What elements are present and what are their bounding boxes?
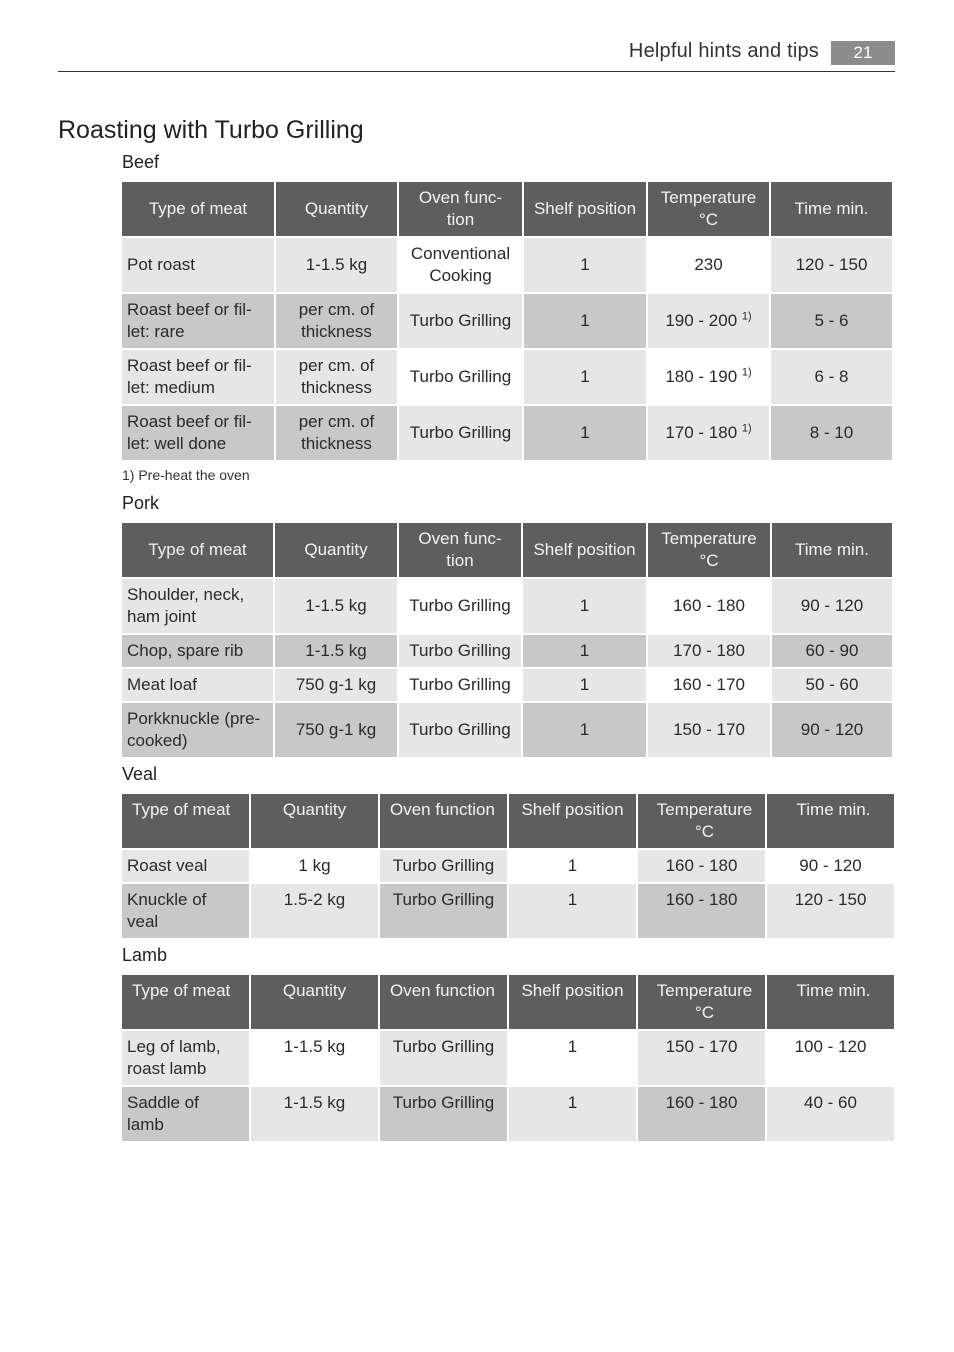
cell-function: Conventional Cooking (399, 238, 522, 292)
col-quantity: Quantity (276, 182, 397, 236)
lamb-table (120, 973, 896, 1143)
beef-label: Beef (122, 152, 160, 172)
cell-time: 100 - 120 (767, 1031, 894, 1085)
cell-quantity: 1-1.5 kg (276, 238, 397, 292)
cell-quantity: 1 kg (251, 850, 378, 882)
table-row (122, 850, 894, 882)
cell-temperature: 160 - 180 (638, 1087, 765, 1141)
col-time: Time min. (767, 975, 894, 1029)
col-oven-function: Oven function (380, 794, 507, 848)
pork-table (120, 521, 894, 759)
cell-meat: Roast beef or fil- let: medium (122, 350, 274, 404)
cell-shelf: 1 (523, 635, 646, 667)
cell-meat: Pot roast (122, 238, 274, 292)
col-time: Time min. (772, 523, 892, 577)
footnote-marker: 1) (741, 310, 752, 323)
cell-temperature: 160 - 170 (648, 669, 770, 701)
table-row (122, 238, 892, 292)
cell-shelf: 1 (523, 703, 646, 757)
cell-time: 50 - 60 (772, 669, 892, 701)
col-shelf-position: Shelf position (523, 523, 646, 577)
table-row (122, 669, 892, 701)
page-number: 21 (831, 41, 895, 65)
table-row (122, 1031, 894, 1085)
cell-temperature: 230 (648, 238, 769, 292)
cell-shelf: 1 (509, 1087, 636, 1141)
cell-shelf: 1 (524, 350, 646, 404)
cell-meat: Leg of lamb, roast lamb (122, 1031, 249, 1085)
cell-time: 60 - 90 (772, 635, 892, 667)
cell-quantity: per cm. of thickness (276, 406, 397, 460)
col-shelf-position: Shelf position (509, 975, 636, 1029)
cell-temperature: 160 - 180 (648, 579, 770, 633)
cell-temperature: 150 - 170 (638, 1031, 765, 1085)
cell-meat: Saddle of lamb (122, 1087, 249, 1141)
cell-meat: Roast beef or fil- let: well done (122, 406, 274, 460)
table-row (122, 579, 892, 633)
table-header-row (122, 794, 894, 848)
cell-meat: Chop, spare rib (122, 635, 273, 667)
cell-function: Turbo Grilling (399, 703, 521, 757)
cell-quantity: 750 g-1 kg (275, 669, 397, 701)
table-row (122, 703, 892, 757)
col-time: Time min. (771, 182, 892, 236)
cell-shelf: 1 (509, 884, 636, 938)
col-temperature: Temperature °C (648, 182, 769, 236)
col-type-of-meat: Type of meat (122, 182, 274, 236)
table-row (122, 406, 892, 460)
footnote-marker: 1) (741, 422, 752, 435)
cell-shelf: 1 (523, 579, 646, 633)
col-oven-function: Oven function (380, 975, 507, 1029)
col-type-of-meat: Type of meat (122, 523, 273, 577)
cell-quantity: 1-1.5 kg (251, 1031, 378, 1085)
cell-time: 120 - 150 (771, 238, 892, 292)
cell-temperature: 160 - 180 (638, 884, 765, 938)
cell-meat: Porkknuckle (pre- cooked) (122, 703, 273, 757)
table-header-row (122, 975, 894, 1029)
cell-function: Turbo Grilling (399, 579, 521, 633)
table-row (122, 350, 892, 404)
cell-function: Turbo Grilling (380, 1087, 507, 1141)
col-shelf-position: Shelf position (509, 794, 636, 848)
cell-meat: Meat loaf (122, 669, 273, 701)
cell-shelf: 1 (524, 238, 646, 292)
table-header-row (122, 182, 892, 236)
col-temperature: Temperature °C (638, 975, 765, 1029)
cell-shelf: 1 (524, 294, 646, 348)
beef-footnote: 1) Pre-heat the oven (122, 467, 250, 483)
col-type-of-meat: Type of meat (122, 975, 249, 1029)
cell-shelf: 1 (509, 850, 636, 882)
cell-quantity: 1-1.5 kg (251, 1087, 378, 1141)
cell-function: Turbo Grilling (380, 884, 507, 938)
cell-function: Turbo Grilling (399, 350, 522, 404)
pork-label: Pork (122, 493, 160, 513)
cell-time: 120 - 150 (767, 884, 894, 938)
footnote-marker: 1) (741, 366, 752, 379)
col-quantity: Quantity (275, 523, 397, 577)
veal-label: Veal (122, 764, 158, 784)
table-header-row (122, 523, 892, 577)
section-title: Roasting with Turbo Grilling (58, 116, 364, 144)
cell-function: Turbo Grilling (380, 850, 507, 882)
col-shelf-position: Shelf position (524, 182, 646, 236)
col-type-of-meat: Type of meat (122, 794, 249, 848)
page-header (58, 38, 895, 72)
lamb-label: Lamb (122, 945, 168, 965)
cell-meat: Roast beef or fil- let: rare (122, 294, 274, 348)
cell-function: Turbo Grilling (380, 1031, 507, 1085)
cell-time: 6 - 8 (771, 350, 892, 404)
cell-time: 90 - 120 (772, 703, 892, 757)
cell-quantity: 750 g-1 kg (275, 703, 397, 757)
col-oven-function: Oven func- tion (399, 523, 521, 577)
cell-shelf: 1 (523, 669, 646, 701)
cell-function: Turbo Grilling (399, 635, 521, 667)
col-temperature: Temperature °C (638, 794, 765, 848)
cell-quantity: per cm. of thickness (276, 350, 397, 404)
table-row (122, 294, 892, 348)
cell-function: Turbo Grilling (399, 294, 522, 348)
cell-meat: Shoulder, neck, ham joint (122, 579, 273, 633)
header-title: Helpful hints and tips (628, 40, 819, 62)
cell-quantity: per cm. of thickness (276, 294, 397, 348)
cell-shelf: 1 (524, 406, 646, 460)
cell-time: 90 - 120 (767, 850, 894, 882)
cell-function: Turbo Grilling (399, 669, 521, 701)
col-quantity: Quantity (251, 794, 378, 848)
cell-quantity: 1.5-2 kg (251, 884, 378, 938)
col-quantity: Quantity (251, 975, 378, 1029)
table-row (122, 884, 894, 938)
cell-time: 90 - 120 (772, 579, 892, 633)
cell-time: 40 - 60 (767, 1087, 894, 1141)
cell-time: 8 - 10 (771, 406, 892, 460)
col-oven-function: Oven func- tion (399, 182, 522, 236)
cell-temperature: 170 - 180 (648, 635, 770, 667)
cell-temperature: 190 - 200 $^{1)}$ (648, 294, 769, 348)
col-time: Time min. (767, 794, 894, 848)
cell-time: 5 - 6 (771, 294, 892, 348)
cell-quantity: 1-1.5 kg (275, 579, 397, 633)
cell-temperature: 170 - 180 $^{1)}$ (648, 406, 769, 460)
beef-table (120, 180, 894, 462)
cell-meat: Knuckle of veal (122, 884, 249, 938)
table-row (122, 1087, 894, 1141)
table-row (122, 635, 892, 667)
col-temperature: Temperature °C (648, 523, 770, 577)
cell-shelf: 1 (509, 1031, 636, 1085)
cell-temperature: 180 - 190 $^{1)}$ (648, 350, 769, 404)
cell-quantity: 1-1.5 kg (275, 635, 397, 667)
veal-table (120, 792, 896, 940)
cell-temperature: 150 - 170 (648, 703, 770, 757)
cell-temperature: 160 - 180 (638, 850, 765, 882)
cell-function: Turbo Grilling (399, 406, 522, 460)
cell-meat: Roast veal (122, 850, 249, 882)
